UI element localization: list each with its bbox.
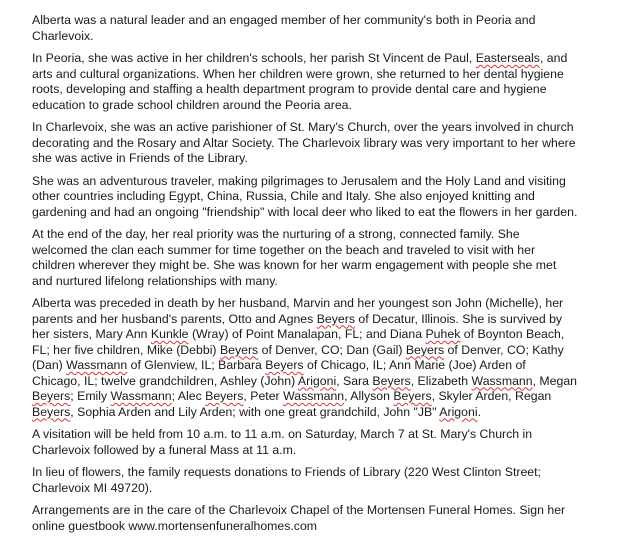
text-line: children wherever they might be. She was known for her warm engagement with people she met [32,258,557,272]
paragraph-peoria [32,51,616,113]
spellcheck-flagged-word: Beyers [32,404,71,419]
text-line: Alberta was a natural leader and an engaged member of her community's both in Peoria and [32,13,536,27]
text-line: Arrangements are in the care of the Charlevoix Chapel of the Mortensen Funeral Homes. Sign her [32,503,566,517]
text-line: In Peoria, she was active in her children's schools, her parish St Vincent de Paul, Easterseals, and [32,51,568,65]
text-line: Chicago, IL; twelve grandchildren, Ashley (John) Arigoni, Sara Beyers, Elizabeth Wassmann, Megan [32,373,578,388]
text-line: A visitation will be held from 10 a.m. to 11 a.m. on Saturday, March 7 at St. Mary's Church in [32,427,533,441]
text-line: Alberta was preceded in death by her husband, Marvin and her youngest son John (Michelle), her [32,296,564,310]
text-line: Beyers; Emily Wassmann; Alec Beyers, Peter Wassmann, Allyson Beyers, Skyler Arden, Regan [32,389,552,403]
spellcheck-flagged-word: Arigoni [297,373,337,388]
spellcheck-flagged-word: Arigoni [439,404,478,419]
text-line: Beyers, Sophia Arden and Lily Arden; with one great grandchild, John "JB" Arigoni. [32,404,481,419]
spellcheck-flagged-word: Wassmann [471,373,533,388]
text-line: arts and cultural organizations. When her children were grown, she returned to her dental hygiene [32,66,564,81]
spellcheck-flagged-word: Beyers [265,358,304,372]
paragraph-donations [32,465,616,496]
spellcheck-flagged-word: Beyers [405,342,445,357]
document-body [32,13,616,541]
paragraph-visitation [32,427,616,458]
spellcheck-flagged-word: Beyers [393,389,432,403]
text-line: welcomed the clan each summer for time together on the beach and traveled to visit with her [32,242,536,257]
paragraph-charlevoix [32,120,616,167]
text-line: In lieu of flowers, the family requests donations to Friends of Library (220 West Clinton Street; [32,465,541,479]
spellcheck-flagged-word: Beyers [316,311,355,326]
text-line: She was an adventurous traveler, making pilgrimages to Jerusalem and the Holy Land and visiting [32,173,566,188]
spellcheck-flagged-word: Wassmann [66,358,128,372]
text-line: other countries including Egypt, China, Russia, Chile and Italy. She also enjoyed knitting and [32,189,535,203]
spellcheck-flagged-word: Wassmann [283,389,345,403]
text-line: Charlevoix. [32,28,94,43]
text-line: FL; her five children, Mike (Debbi) Beyers of Denver, CO; Dan (Gail) Beyers of Denver, CO; Kathy [32,342,564,357]
text-line: parents and her husband's parents, Otto and Agnes Beyers of Decatur, Illinois. She is survived by [32,311,563,326]
paragraph-arrangements [32,503,616,534]
text-line: At the end of the day, her real priority was the nurturing of a strong, connected family. She [32,227,520,241]
paragraph-family [32,227,616,289]
text-line: her sisters, Mary Ann Kunkle (Wray) of Point Manalapan, FL; and Diana Puhek of Boynton Beach, [32,327,565,341]
text-line: In Charlevoix, she was an active parishioner of St. Mary's Church, over the years involved in church [32,120,574,134]
text-line: Charlevoix MI 49720). [32,480,153,495]
spellcheck-flagged-word: Beyers [32,389,71,403]
paragraph-traveler [32,174,616,221]
text-line: education to grade school children around the Peoria area. [32,97,352,112]
text-line: (Dan) Wassmann of Glenview, IL; Barbara Beyers of Chicago, IL; Ann Marie (Joe) Arden of [32,358,526,372]
text-line: and nurtured lifelong relationships with many. [32,273,278,288]
text-line: online guestbook www.mortensenfuneralhomes.com [32,518,318,533]
text-line: gardening and had an ongoing "friendship" with local deer who liked to eat the flowers in her garden. [32,204,578,219]
text-line: roots, developing and staffing a health department program to provide dental care and hygiene [32,82,547,96]
spellcheck-flagged-word: Beyers [219,342,259,357]
spellcheck-flagged-word: Beyers [205,389,244,403]
spellcheck-flagged-word: Kunkle [150,327,189,341]
spellcheck-flagged-word: Beyers [372,373,411,388]
text-line: decorating and the Rosary and Altar Society. The Charlevoix library was very important to her where [32,135,576,150]
text-line: she was active in Friends of the Library. [32,151,248,165]
paragraph-intro [32,13,616,44]
text-line: Charlevoix followed by a funeral Mass at 11 a.m. [32,442,297,457]
spellcheck-flagged-word: Wassmann [110,389,172,403]
spellcheck-flagged-word: Puhek [425,327,461,341]
spellcheck-flagged-word: Easterseals [475,51,540,65]
paragraph-survivors [32,296,616,420]
